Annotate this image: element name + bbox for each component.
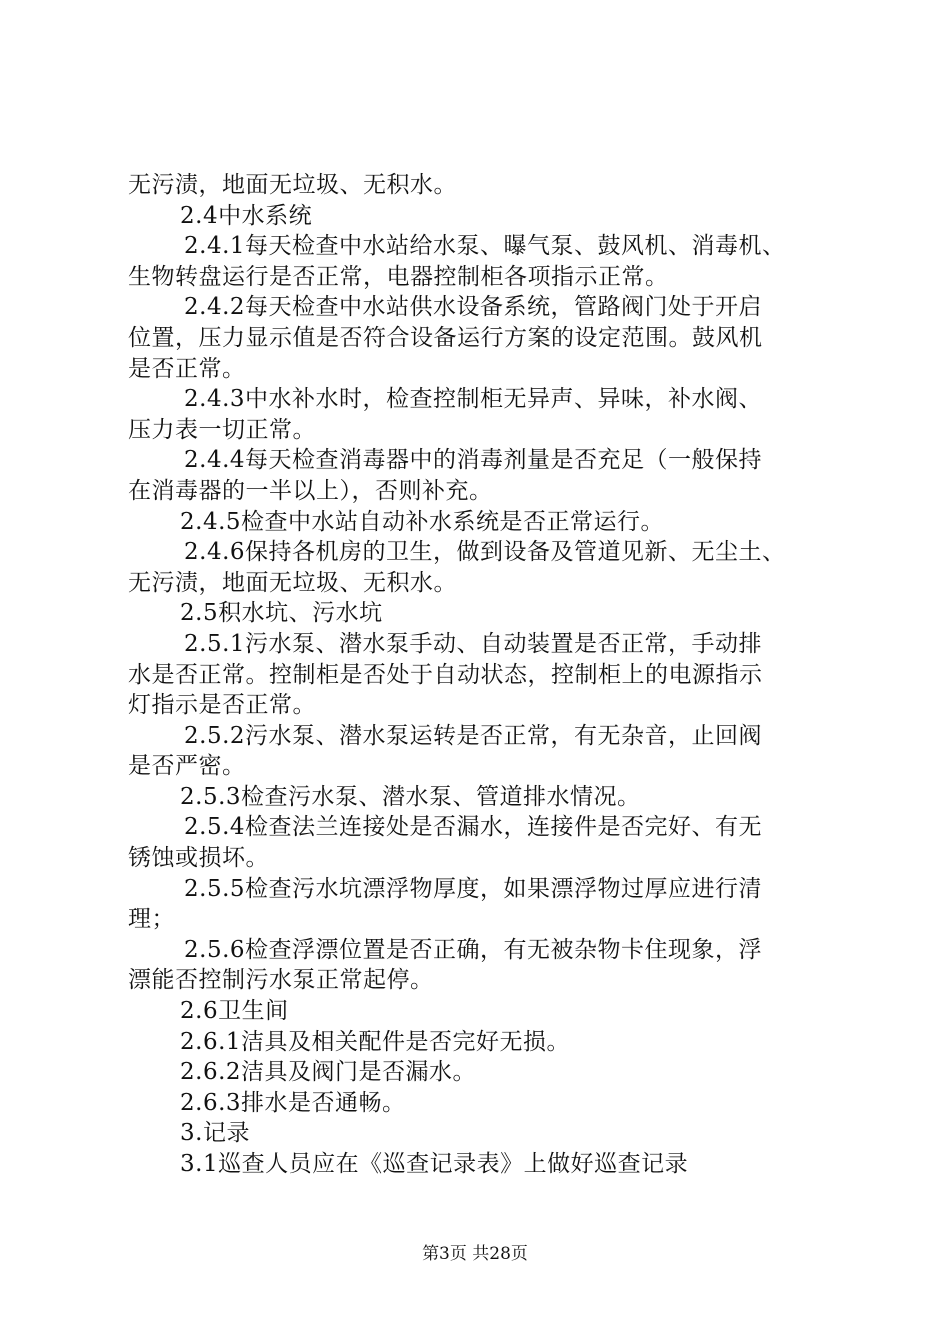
text-line: 理；	[128, 906, 175, 933]
text-line: 2.5.5检查污水坑漂浮物厚度，如果漂浮物过厚应进行清	[184, 875, 763, 902]
text-line: 灯指示是否正常。	[128, 692, 316, 719]
text-line: 2.6.2洁具及阀门是否漏水。	[180, 1059, 477, 1086]
text-line: 2.5.3检查污水泵、潜水泵、管道排水情况。	[180, 783, 641, 810]
text-line: 2.4.3中水补水时，检查控制柜无异声、异味，补水阀、	[184, 386, 763, 413]
text-line: 2.6.3排水是否通畅。	[180, 1089, 406, 1116]
text-line: 锈蚀或损坏。	[128, 845, 269, 872]
text-line: 2.4.4每天检查消毒器中的消毒剂量是否充足（一般保持	[184, 447, 763, 474]
section-heading: 2.5积水坑、污水坑	[180, 600, 383, 627]
text-line: 无污渍，地面无垃圾、无积水。	[128, 172, 457, 198]
text-line: 2.5.1污水泵、潜水泵手动、自动装置是否正常，手动排	[184, 630, 763, 657]
text-line: 水是否正常。控制柜是否处于自动状态，控制柜上的电源指示	[128, 661, 763, 688]
text-line: 生物转盘运行是否正常，电器控制柜各项指示正常。	[128, 263, 669, 290]
text-line: 漂能否控制污水泵正常起停。	[128, 967, 434, 994]
text-line: 是否正常。	[128, 355, 246, 382]
text-line: 2.6.1洁具及相关配件是否完好无损。	[180, 1028, 571, 1055]
text-line: 2.5.2污水泵、潜水泵运转是否正常，有无杂音，止回阀	[184, 722, 763, 749]
text-line: 压力表一切正常。	[128, 416, 316, 443]
section-heading: 2.6卫生间	[180, 998, 289, 1025]
text-line: 2.5.4检查法兰连接处是否漏水，连接件是否完好、有无	[184, 814, 763, 841]
text-line: 无污渍，地面无垃圾、无积水。	[128, 569, 457, 596]
text-line: 在消毒器的一半以上），否则补充。	[128, 477, 493, 504]
text-line: 2.4.5检查中水站自动补水系统是否正常运行。	[180, 508, 665, 535]
text-line: 2.4.2每天检查中水站供水设备系统，管路阀门处于开启	[184, 294, 763, 321]
section-heading: 3.记录	[180, 1120, 250, 1147]
document-body	[128, 170, 868, 1180]
text-line: 3.1巡查人员应在《巡查记录表》上做好巡查记录	[180, 1151, 689, 1177]
text-line: 是否严密。	[128, 753, 246, 780]
section-heading: 2.4中水系统	[180, 202, 313, 229]
page-footer: 第3页 共28页	[422, 1244, 528, 1264]
text-line: 位置，压力显示值是否符合设备运行方案的设定范围。鼓风机	[128, 324, 763, 351]
text-line: 2.5.6检查浮漂位置是否正确，有无被杂物卡住现象，浮	[184, 936, 763, 963]
text-line: 2.4.1每天检查中水站给水泵、曝气泵、鼓风机、消毒机、	[184, 233, 786, 260]
text-line: 2.4.6保持各机房的卫生，做到设备及管道见新、无尘土、	[184, 539, 786, 566]
